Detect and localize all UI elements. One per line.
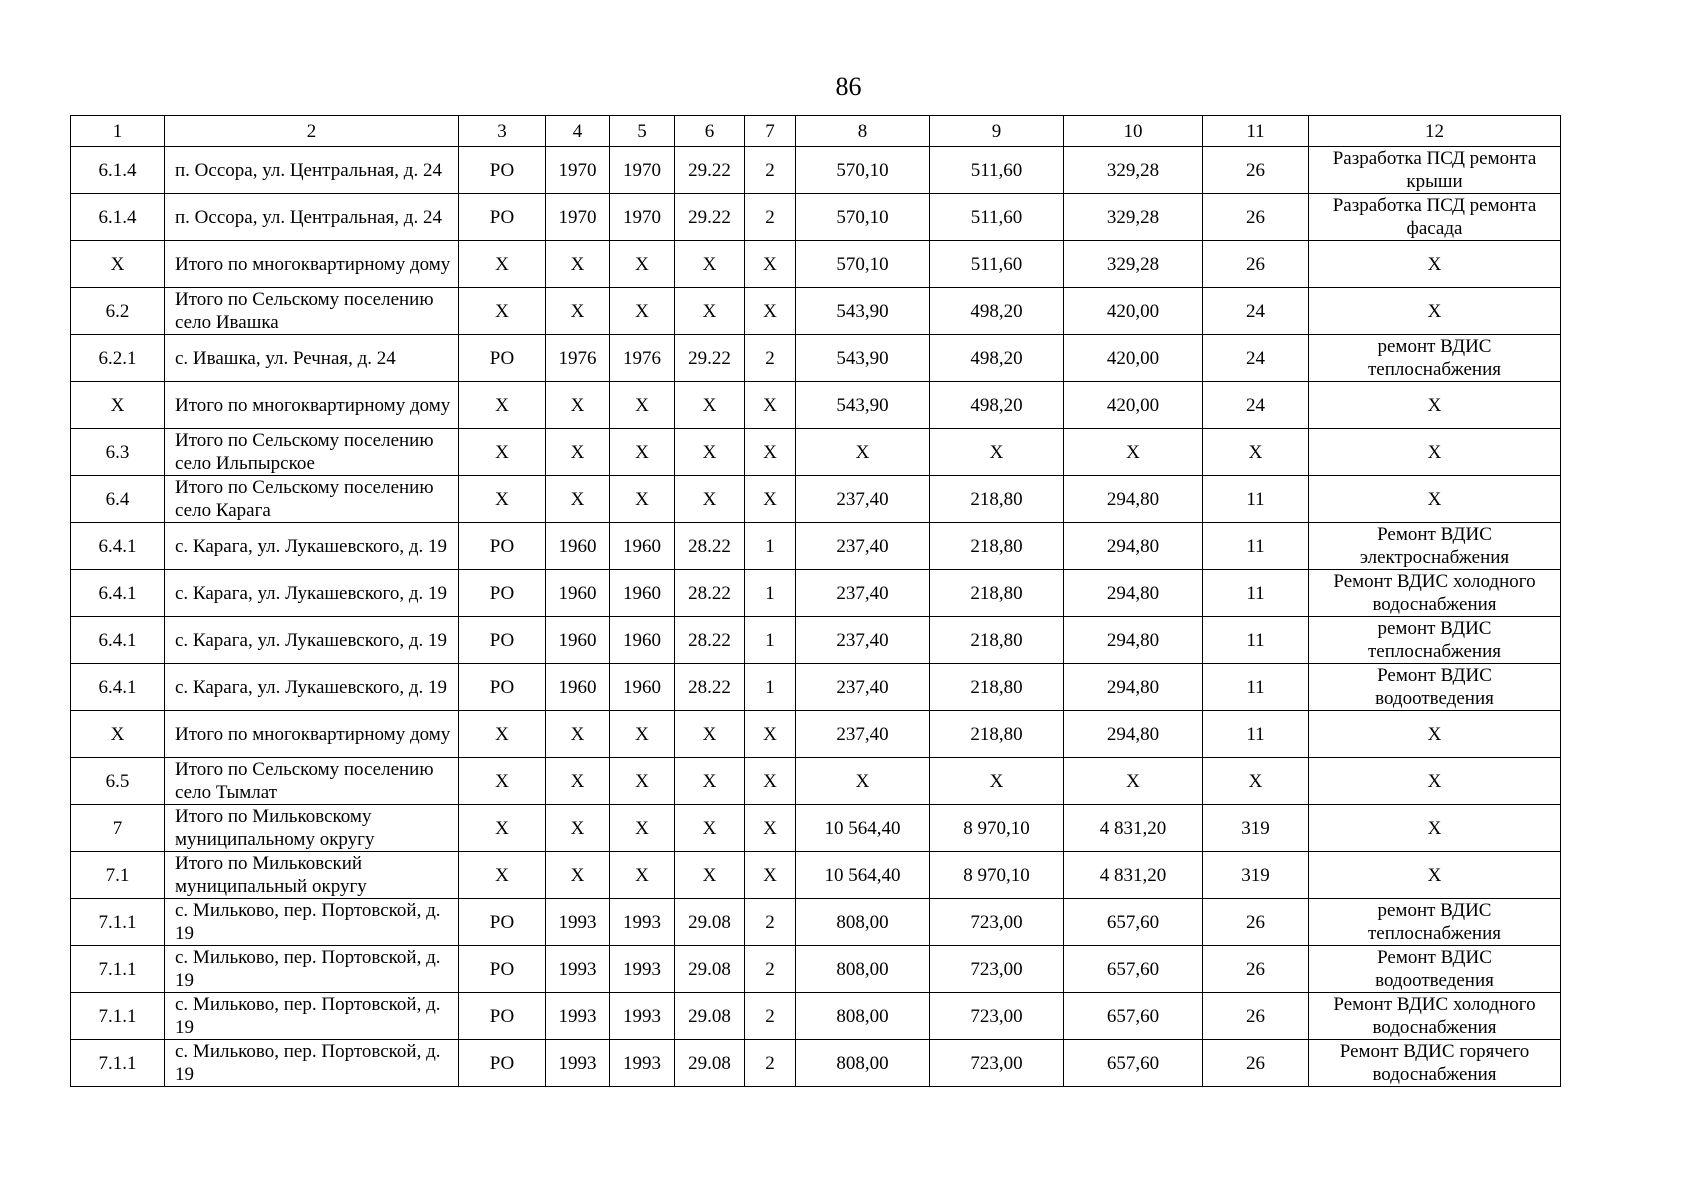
table-cell: 1970 — [610, 147, 675, 194]
table-cell: 294,80 — [1064, 476, 1203, 523]
table-cell: 28.22 — [675, 664, 745, 711]
table-cell: 26 — [1203, 147, 1309, 194]
table-cell: 11 — [1203, 711, 1309, 758]
table-cell: 1993 — [546, 1040, 610, 1087]
column-number-cell: 5 — [610, 116, 675, 147]
table-cell: 6.2 — [71, 288, 165, 335]
table-cell: 1993 — [546, 993, 610, 1040]
table-cell: 570,10 — [796, 147, 930, 194]
table-row — [71, 946, 1561, 993]
table-cell: Х — [610, 382, 675, 429]
table-cell: 24 — [1203, 382, 1309, 429]
table-cell: Х — [459, 852, 546, 899]
table-cell: 218,80 — [930, 523, 1064, 570]
table-cell: 11 — [1203, 570, 1309, 617]
table-cell: 237,40 — [796, 711, 930, 758]
table-cell: Х — [71, 711, 165, 758]
table-cell: 6.1.4 — [71, 194, 165, 241]
table-cell: 511,60 — [930, 241, 1064, 288]
table-cell: Итого по Мильковскому муниципальному округу — [165, 805, 459, 852]
table-cell: 1960 — [546, 523, 610, 570]
table-cell: 294,80 — [1064, 523, 1203, 570]
table-cell: 723,00 — [930, 993, 1064, 1040]
column-number-cell: 4 — [546, 116, 610, 147]
column-number-cell: 1 — [71, 116, 165, 147]
table-cell: 237,40 — [796, 476, 930, 523]
table-cell: Итого по многоквартирному дому — [165, 241, 459, 288]
table-cell: 498,20 — [930, 382, 1064, 429]
table-cell: РО — [459, 993, 546, 1040]
table-cell: с. Мильково, пер. Портовской, д. 19 — [165, 1040, 459, 1087]
table-cell: Х — [745, 852, 796, 899]
table-cell: 4 831,20 — [1064, 852, 1203, 899]
housing-repair-table — [70, 115, 1561, 1087]
table-cell: 1 — [745, 570, 796, 617]
table-cell: Х — [1203, 758, 1309, 805]
column-number-row — [71, 116, 1561, 147]
table-row — [71, 429, 1561, 476]
table-cell: Итого по Сельскому поселению село Ивашка — [165, 288, 459, 335]
table-cell: 1 — [745, 523, 796, 570]
table-cell: Х — [1064, 429, 1203, 476]
column-number-cell: 8 — [796, 116, 930, 147]
table-cell: 570,10 — [796, 194, 930, 241]
table-cell: Х — [546, 758, 610, 805]
column-number-cell: 3 — [459, 116, 546, 147]
table-cell: РО — [459, 664, 546, 711]
table-cell: 657,60 — [1064, 946, 1203, 993]
table-cell: 8 970,10 — [930, 852, 1064, 899]
table-cell: Ремонт ВДИС водоотведения — [1309, 664, 1561, 711]
table-cell: с. Карага, ул. Лукашевского, д. 19 — [165, 664, 459, 711]
table-cell: Х — [546, 476, 610, 523]
table-cell: 808,00 — [796, 946, 930, 993]
table-cell: Х — [930, 758, 1064, 805]
table-cell: Х — [675, 382, 745, 429]
table-cell: Х — [1309, 711, 1561, 758]
table-row — [71, 1040, 1561, 1087]
table-cell: Итого по многоквартирному дому — [165, 711, 459, 758]
table-cell: 420,00 — [1064, 382, 1203, 429]
table-cell: 10 564,40 — [796, 805, 930, 852]
table-cell: 294,80 — [1064, 570, 1203, 617]
table-cell: Х — [675, 758, 745, 805]
table-cell: 11 — [1203, 476, 1309, 523]
table-cell: 26 — [1203, 946, 1309, 993]
table-cell: 657,60 — [1064, 899, 1203, 946]
table-cell: 8 970,10 — [930, 805, 1064, 852]
table-cell: 319 — [1203, 805, 1309, 852]
table-cell: 498,20 — [930, 288, 1064, 335]
table-row — [71, 617, 1561, 664]
table-row — [71, 288, 1561, 335]
table-cell: 24 — [1203, 288, 1309, 335]
table-row — [71, 993, 1561, 1040]
table-cell: Разработка ПСД ремонта фасада — [1309, 194, 1561, 241]
table-cell: 1970 — [546, 194, 610, 241]
table-cell: 1960 — [546, 664, 610, 711]
table-cell: Х — [1309, 758, 1561, 805]
table-cell: 329,28 — [1064, 241, 1203, 288]
table-cell: Х — [1309, 241, 1561, 288]
table-cell: 420,00 — [1064, 288, 1203, 335]
table-cell: Х — [459, 382, 546, 429]
table-cell: 1970 — [546, 147, 610, 194]
table-cell: с. Карага, ул. Лукашевского, д. 19 — [165, 617, 459, 664]
table-cell: Х — [745, 382, 796, 429]
table-cell: с. Ивашка, ул. Речная, д. 24 — [165, 335, 459, 382]
table-row — [71, 147, 1561, 194]
table-cell: Х — [459, 288, 546, 335]
table-cell: Х — [675, 241, 745, 288]
table-cell: Х — [1309, 805, 1561, 852]
table-cell: 29.22 — [675, 194, 745, 241]
table-cell: 1960 — [546, 617, 610, 664]
table-cell: 723,00 — [930, 899, 1064, 946]
table-cell: 237,40 — [796, 617, 930, 664]
table-cell: с. Мильково, пер. Портовской, д. 19 — [165, 899, 459, 946]
table-cell: 2 — [745, 1040, 796, 1087]
table-cell: 218,80 — [930, 617, 1064, 664]
table-cell: 7.1.1 — [71, 993, 165, 1040]
table-cell: 7.1.1 — [71, 1040, 165, 1087]
table-row — [71, 382, 1561, 429]
table-cell: Итого по Сельскому поселению село Ильпырское — [165, 429, 459, 476]
table-cell: 11 — [1203, 664, 1309, 711]
table-cell: 1 — [745, 617, 796, 664]
table-cell: 29.08 — [675, 899, 745, 946]
table-cell: Х — [459, 805, 546, 852]
table-cell: 2 — [745, 194, 796, 241]
table-cell: 2 — [745, 993, 796, 1040]
table-cell: Х — [796, 429, 930, 476]
table-cell: 7.1.1 — [71, 899, 165, 946]
table-cell: Х — [1203, 429, 1309, 476]
table-cell: Итого по Мильковский муниципальный округу — [165, 852, 459, 899]
table-cell: 7.1.1 — [71, 946, 165, 993]
table-body — [71, 147, 1561, 1087]
table-cell: с. Мильково, пер. Портовской, д. 19 — [165, 946, 459, 993]
table-row — [71, 758, 1561, 805]
table-cell: 543,90 — [796, 382, 930, 429]
column-number-cell: 9 — [930, 116, 1064, 147]
table-cell: 6.4.1 — [71, 523, 165, 570]
table-cell: Х — [546, 288, 610, 335]
table-cell: Разработка ПСД ремонта крыши — [1309, 147, 1561, 194]
table-cell: 7.1 — [71, 852, 165, 899]
table-cell: РО — [459, 194, 546, 241]
table-cell: Х — [675, 288, 745, 335]
table-cell: 1970 — [610, 194, 675, 241]
table-cell: Х — [610, 758, 675, 805]
table-cell: с. Карага, ул. Лукашевского, д. 19 — [165, 523, 459, 570]
table-cell: 1960 — [546, 570, 610, 617]
table-cell: Х — [796, 758, 930, 805]
table-cell: 808,00 — [796, 993, 930, 1040]
table-cell: 1960 — [610, 664, 675, 711]
table-cell: Итого по многоквартирному дому — [165, 382, 459, 429]
table-cell: ремонт ВДИС теплоснабжения — [1309, 617, 1561, 664]
table-cell: 26 — [1203, 1040, 1309, 1087]
table-cell: 2 — [745, 946, 796, 993]
table-cell: 6.4.1 — [71, 617, 165, 664]
table-cell: 808,00 — [796, 1040, 930, 1087]
column-number-cell: 12 — [1309, 116, 1561, 147]
table-cell: 2 — [745, 899, 796, 946]
table-cell: 4 831,20 — [1064, 805, 1203, 852]
table-cell: 237,40 — [796, 523, 930, 570]
table-cell: Х — [675, 711, 745, 758]
table-cell: Х — [930, 429, 1064, 476]
table-cell: 29.08 — [675, 993, 745, 1040]
table-cell: 28.22 — [675, 617, 745, 664]
table-cell: 657,60 — [1064, 993, 1203, 1040]
table-cell: 723,00 — [930, 1040, 1064, 1087]
table-row — [71, 570, 1561, 617]
table-cell: 498,20 — [930, 335, 1064, 382]
table-cell: 26 — [1203, 993, 1309, 1040]
table-cell: 218,80 — [930, 711, 1064, 758]
table-cell: 294,80 — [1064, 617, 1203, 664]
column-number-cell: 11 — [1203, 116, 1309, 147]
table-cell: 420,00 — [1064, 335, 1203, 382]
table-cell: 11 — [1203, 617, 1309, 664]
table-row — [71, 711, 1561, 758]
table-cell: 1976 — [546, 335, 610, 382]
table-cell: Х — [675, 429, 745, 476]
table-cell: РО — [459, 617, 546, 664]
table-cell: Х — [459, 711, 546, 758]
table-cell: Х — [745, 241, 796, 288]
table-cell: Ремонт ВДИС электроснабжения — [1309, 523, 1561, 570]
table-cell: Х — [1309, 429, 1561, 476]
table-cell: Х — [459, 241, 546, 288]
table-cell: 1993 — [610, 946, 675, 993]
table-cell: Х — [610, 241, 675, 288]
table-cell: Х — [610, 476, 675, 523]
table-cell: 218,80 — [930, 570, 1064, 617]
column-number-cell: 6 — [675, 116, 745, 147]
column-number-cell: 7 — [745, 116, 796, 147]
table-cell: Х — [459, 476, 546, 523]
table-cell: РО — [459, 570, 546, 617]
table-cell: Х — [745, 758, 796, 805]
table-cell: Х — [610, 429, 675, 476]
table-row — [71, 664, 1561, 711]
table-cell: РО — [459, 523, 546, 570]
table-cell: Ремонт ВДИС горячего водоснабжения — [1309, 1040, 1561, 1087]
table-cell: Х — [546, 429, 610, 476]
table-cell: Х — [1309, 288, 1561, 335]
table-cell: 543,90 — [796, 288, 930, 335]
table-cell: 29.22 — [675, 335, 745, 382]
table-cell: 1993 — [610, 1040, 675, 1087]
table-row — [71, 335, 1561, 382]
table-cell: Х — [459, 429, 546, 476]
table-cell: 6.4.1 — [71, 664, 165, 711]
table-cell: 1960 — [610, 617, 675, 664]
table-row — [71, 194, 1561, 241]
table-cell: 1960 — [610, 523, 675, 570]
table-cell: 2 — [745, 147, 796, 194]
table-cell: Х — [610, 711, 675, 758]
table-cell: 26 — [1203, 899, 1309, 946]
column-number-cell: 10 — [1064, 116, 1203, 147]
table-cell: 6.1.4 — [71, 147, 165, 194]
table-cell: Х — [610, 288, 675, 335]
table-cell: Итого по Сельскому поселению село Карага — [165, 476, 459, 523]
table-cell: 6.2.1 — [71, 335, 165, 382]
table-cell: 237,40 — [796, 664, 930, 711]
table-cell: Х — [610, 805, 675, 852]
table-cell: 294,80 — [1064, 664, 1203, 711]
table-cell: 1 — [745, 664, 796, 711]
table-cell: Х — [1309, 852, 1561, 899]
table-cell: 28.22 — [675, 570, 745, 617]
table-cell: Х — [745, 429, 796, 476]
table-cell: Х — [71, 382, 165, 429]
table-cell: Х — [546, 241, 610, 288]
table-cell: 237,40 — [796, 570, 930, 617]
table-cell: 543,90 — [796, 335, 930, 382]
table-cell: РО — [459, 1040, 546, 1087]
table-cell: Х — [1309, 382, 1561, 429]
table-cell: 329,28 — [1064, 147, 1203, 194]
table-cell: Ремонт ВДИС холодного водоснабжения — [1309, 993, 1561, 1040]
table-cell: Ремонт ВДИС холодного водоснабжения — [1309, 570, 1561, 617]
table-cell: 6.3 — [71, 429, 165, 476]
table-cell: 319 — [1203, 852, 1309, 899]
table-cell: Ремонт ВДИС водоотведения — [1309, 946, 1561, 993]
table-cell: 218,80 — [930, 476, 1064, 523]
table-cell: Х — [1309, 476, 1561, 523]
table-cell: 1993 — [610, 899, 675, 946]
table-cell: 294,80 — [1064, 711, 1203, 758]
table-cell: Х — [1064, 758, 1203, 805]
table-cell: 511,60 — [930, 147, 1064, 194]
table-row — [71, 476, 1561, 523]
table-cell: 10 564,40 — [796, 852, 930, 899]
table-cell: 6.4 — [71, 476, 165, 523]
table-cell: Х — [546, 711, 610, 758]
table-cell: 29.08 — [675, 946, 745, 993]
table-cell: 218,80 — [930, 664, 1064, 711]
table-cell: Х — [675, 476, 745, 523]
table-cell: Х — [71, 241, 165, 288]
table-cell: Х — [745, 805, 796, 852]
table-row — [71, 241, 1561, 288]
table-cell: Х — [546, 805, 610, 852]
table-cell: Х — [675, 852, 745, 899]
table-cell: Х — [745, 711, 796, 758]
table-cell: п. Оссора, ул. Центральная, д. 24 — [165, 147, 459, 194]
table-cell: 2 — [745, 335, 796, 382]
table-cell: 1993 — [546, 899, 610, 946]
table-cell: Х — [675, 805, 745, 852]
table-cell: Х — [546, 852, 610, 899]
table-cell: 6.4.1 — [71, 570, 165, 617]
table-cell: с. Мильково, пер. Портовской, д. 19 — [165, 993, 459, 1040]
table-row — [71, 899, 1561, 946]
table-cell: 1976 — [610, 335, 675, 382]
table-cell: 511,60 — [930, 194, 1064, 241]
table-cell: 7 — [71, 805, 165, 852]
table-cell: РО — [459, 147, 546, 194]
table-cell: 329,28 — [1064, 194, 1203, 241]
page-number: 86 — [835, 72, 862, 101]
table-row — [71, 523, 1561, 570]
table-cell: Х — [745, 476, 796, 523]
table-cell: 808,00 — [796, 899, 930, 946]
table-cell: Итого по Сельскому поселению село Тымлат — [165, 758, 459, 805]
table-cell: 1960 — [610, 570, 675, 617]
table-cell: 657,60 — [1064, 1040, 1203, 1087]
column-number-cell: 2 — [165, 116, 459, 147]
table-cell: ремонт ВДИС теплоснабжения — [1309, 335, 1561, 382]
table-row — [71, 852, 1561, 899]
table-cell: РО — [459, 899, 546, 946]
table-cell: 570,10 — [796, 241, 930, 288]
table-cell: п. Оссора, ул. Центральная, д. 24 — [165, 194, 459, 241]
table-cell: 26 — [1203, 241, 1309, 288]
table-cell: Х — [745, 288, 796, 335]
table-cell: Х — [546, 382, 610, 429]
table-cell: 29.22 — [675, 147, 745, 194]
table-cell: 6.5 — [71, 758, 165, 805]
table-cell: Х — [459, 758, 546, 805]
table-cell: 11 — [1203, 523, 1309, 570]
table-cell: 723,00 — [930, 946, 1064, 993]
table-cell: с. Карага, ул. Лукашевского, д. 19 — [165, 570, 459, 617]
table-cell: РО — [459, 946, 546, 993]
table-cell: РО — [459, 335, 546, 382]
table-cell: 1993 — [610, 993, 675, 1040]
table-cell: 29.08 — [675, 1040, 745, 1087]
table-cell: 28.22 — [675, 523, 745, 570]
table-cell: Х — [610, 852, 675, 899]
table-cell: ремонт ВДИС теплоснабжения — [1309, 899, 1561, 946]
table-cell: 1993 — [546, 946, 610, 993]
table-cell: 24 — [1203, 335, 1309, 382]
table-cell: 26 — [1203, 194, 1309, 241]
table-row — [71, 805, 1561, 852]
